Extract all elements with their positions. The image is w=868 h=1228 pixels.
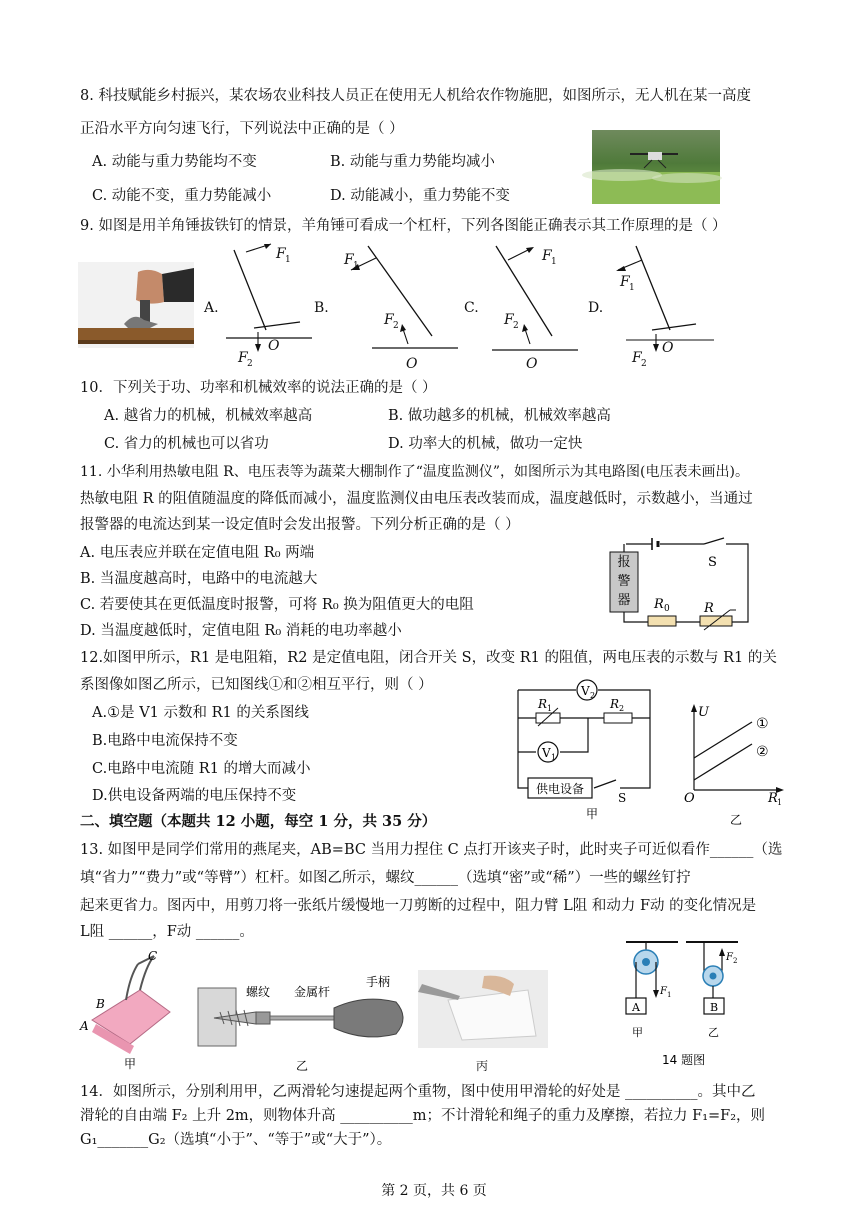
clip-caption: 甲 (124, 1057, 137, 1071)
q11-option-d: D. 当温度越低时，定值电阻 R₀ 消耗的电功率越小 (80, 623, 402, 639)
svg-text:2: 2 (513, 321, 519, 331)
clip-label-c: C (148, 949, 158, 963)
svg-text:1: 1 (285, 255, 291, 265)
pulley-b-label: B (710, 1001, 719, 1014)
pulley-f2-sub: 2 (733, 957, 738, 965)
pulley-yi: 乙 (708, 1026, 719, 1039)
svg-text:O: O (662, 340, 674, 356)
svg-text:F: F (542, 248, 552, 264)
q11-circuit (604, 536, 754, 632)
q10-option-b: B. 做功越多的机械，机械效率越高 (388, 408, 611, 424)
q8-option-a: A. 动能与重力势能均不变 (92, 154, 257, 170)
q14-line1: 14．如图所示，分别利用甲，乙两滑轮匀速提起两个重物，图中使用甲滑轮的好处是 __________。其中乙 (80, 1084, 756, 1100)
q12-v1-label: V (542, 746, 551, 760)
alarm-char-2: 警 (617, 574, 631, 589)
q8-line1: 8. 科技赋能乡村振兴，某农场农业科技人员正在使用无人机给农作物施肥，如图所示，无人机在某一高度 (80, 88, 751, 104)
graph-label-2: ② (756, 744, 769, 760)
graph-xsub: 1 (777, 798, 783, 807)
graph-line-1 (694, 722, 752, 758)
q8-option-d: D. 动能减小，重力势能不变 (330, 188, 510, 204)
pulley-f1-sub: 1 (667, 991, 672, 999)
q11-r0-label: R (654, 597, 664, 612)
q12-line2: 系图像如图乙所示，已知图线①和②相互平行，则（ ） (80, 677, 433, 693)
svg-text:1: 1 (629, 283, 635, 293)
clip-label-a: A (80, 1019, 89, 1033)
svg-text:F: F (344, 252, 354, 268)
lever-c-letter: C. (464, 300, 479, 316)
svg-text:2: 2 (641, 359, 647, 369)
lever-a-letter: A. (204, 300, 219, 316)
svg-text:2: 2 (393, 321, 399, 331)
screw-figure (196, 972, 412, 1072)
scissors-caption: 丙 (476, 1059, 489, 1073)
svg-text:O: O (406, 356, 418, 372)
q10-option-c: C. 省力的机械也可以省功 (104, 436, 269, 452)
q13-line2: 填“省力”“费力”或“等臂”）杠杆。如图乙所示，螺纹______（选填“密”或“稀”）一些的螺丝钉拧 (80, 870, 691, 886)
q11-switch-label: S (708, 555, 717, 570)
scissors-photo (418, 970, 548, 1048)
screw-caption: 乙 (296, 1059, 309, 1073)
section-2-title: 二、填空题（本题共 12 小题，每空 1 分，共 35 分） (80, 813, 437, 830)
pulley-figure (612, 936, 762, 1074)
svg-text:1: 1 (353, 261, 359, 271)
svg-text:F: F (238, 350, 248, 366)
q13-line1: 13. 如图甲是同学们常用的燕尾夹，AB=BC 当用力捏住 C 点打开该夹子时，此时夹子可近似看作______（选 (80, 842, 783, 858)
q13-line3: 起来更省力。图丙中，用剪刀将一张纸片缓慢地一刀剪断的过程中，阻力臂 L阻 和动力 F动 的变化情况是 (80, 898, 757, 914)
q10-option-a: A. 越省力的机械，机械效率越高 (104, 408, 313, 424)
q12-circuit (512, 676, 662, 822)
svg-text:F: F (620, 274, 630, 290)
svg-text:F: F (384, 312, 394, 328)
svg-text:O: O (268, 338, 280, 354)
q12-switch-label: S (618, 791, 627, 805)
q12-option-d: D.供电设备两端的电压保持不变 (92, 788, 297, 804)
q12-r2-label: R (610, 697, 620, 711)
q11-option-c: C. 若要使其在更低温度时报警，可将 R₀ 换为阻值更大的电阻 (80, 597, 474, 613)
page-footer: 第 2 页，共 6 页 (381, 1183, 487, 1199)
q8-option-c: C. 动能不变，重力势能减小 (92, 188, 272, 204)
q12-circuit-caption: 甲 (586, 807, 599, 821)
q14-line3: G₁_______G₂（选填“小于”、“等于”或“大于”）。 (80, 1132, 392, 1148)
svg-text:2: 2 (247, 359, 253, 369)
pulley-jia: 甲 (632, 1026, 643, 1039)
clip-label-b: B (96, 997, 105, 1011)
q12-v2-sub: 2 (590, 691, 596, 700)
q12-v1-sub: 1 (551, 753, 557, 762)
screw-handle-label: 手柄 (366, 975, 391, 989)
pulley-a-label: A (632, 1001, 640, 1014)
q12-line1: 12.如图甲所示，R1 是电阻箱，R2 是定值电阻，闭合开关 S，改变 R1 的阻值，两电压表的示数与 R1 的关 (80, 650, 777, 666)
pulley-f2-label: F (726, 952, 733, 963)
svg-text:F: F (504, 312, 514, 328)
graph-xlabel: R (768, 791, 778, 806)
q11-r0-sub: 0 (664, 604, 670, 614)
q9-line1: 9. 如图是用羊角锤拔铁钉的情景，羊角锤可看成一个杠杆，下列各图能正确表示其工作原理的是（ ） (80, 218, 727, 234)
binder-clip-figure (74, 946, 184, 1072)
q12-graph (680, 700, 790, 830)
pulley-caption: 14 题图 (662, 1053, 706, 1067)
q11-option-b: B. 当温度越高时，电路中的电流越大 (80, 571, 318, 587)
q11-line2: 热敏电阻 R 的阻值随温度的降低而减小，温度监测仪由电压表改装而成，温度越低时，示数越小，当通过 (80, 491, 753, 507)
lever-d-letter: D. (588, 300, 604, 316)
q12-r1-label: R (538, 697, 548, 711)
q12-v2-label: V (581, 684, 590, 698)
q12-r1-sub: 1 (547, 704, 553, 713)
q12-r2-sub: 2 (619, 704, 625, 713)
q10-line1: 10．下列关于功、功率和机械效率的说法正确的是（ ） (80, 380, 437, 396)
pulley-f1-label: F (660, 986, 667, 997)
graph-caption: 乙 (730, 813, 743, 827)
q10-option-d: D. 功率大的机械，做功一定快 (388, 436, 583, 452)
q11-line3: 报警器的电流达到某一设定值时会发出报警。下列分析正确的是（ ） (80, 517, 520, 533)
graph-ylabel: U (698, 705, 709, 720)
lever-b-letter: B. (314, 300, 329, 316)
q12-option-a: A.①是 V1 示数和 R1 的关系图线 (92, 705, 309, 721)
graph-origin: O (684, 791, 695, 806)
graph-line-2 (694, 744, 752, 780)
alarm-char-1: 报 (617, 555, 631, 570)
q12-option-b: B.电路中电流保持不变 (92, 733, 238, 749)
q14-line2: 滑轮的自由端 F₂ 上升 2m，则物体升高 __________m；不计滑轮和绳子的重力及摩擦，若拉力 F₁=F₂，则 (80, 1108, 766, 1124)
q12-supply-label: 供电设备 (535, 782, 585, 796)
svg-text:F: F (632, 350, 642, 366)
lever-diagrams (196, 240, 816, 375)
screw-thread-label: 螺纹 (246, 985, 271, 999)
hammer-photo (78, 262, 194, 348)
q11-option-a: A. 电压表应并联在定值电阻 R₀ 两端 (80, 545, 315, 561)
alarm-char-3: 器 (617, 593, 631, 608)
graph-label-1: ① (756, 716, 769, 732)
q8-option-b: B. 动能与重力势能均减小 (330, 154, 495, 170)
q11-line1: 11. 小华利用热敏电阻 R、电压表等为蔬菜大棚制作了“温度监测仪”，如图所示为其电路图(电压表未画出)。 (80, 464, 749, 480)
svg-text:F: F (276, 246, 286, 262)
q11-r-label: R (704, 601, 714, 616)
q13-line4: L阻 ______，F动 ______。 (80, 924, 254, 940)
q8-line2: 正沿水平方向匀速飞行，下列说法中正确的是（ ） (80, 121, 404, 137)
drone-photo (592, 130, 720, 204)
q12-option-c: C.电路中电流随 R1 的增大而减小 (92, 761, 311, 777)
svg-text:1: 1 (551, 257, 557, 267)
svg-text:O: O (526, 356, 538, 372)
screw-rod-label: 金属杆 (294, 985, 331, 999)
